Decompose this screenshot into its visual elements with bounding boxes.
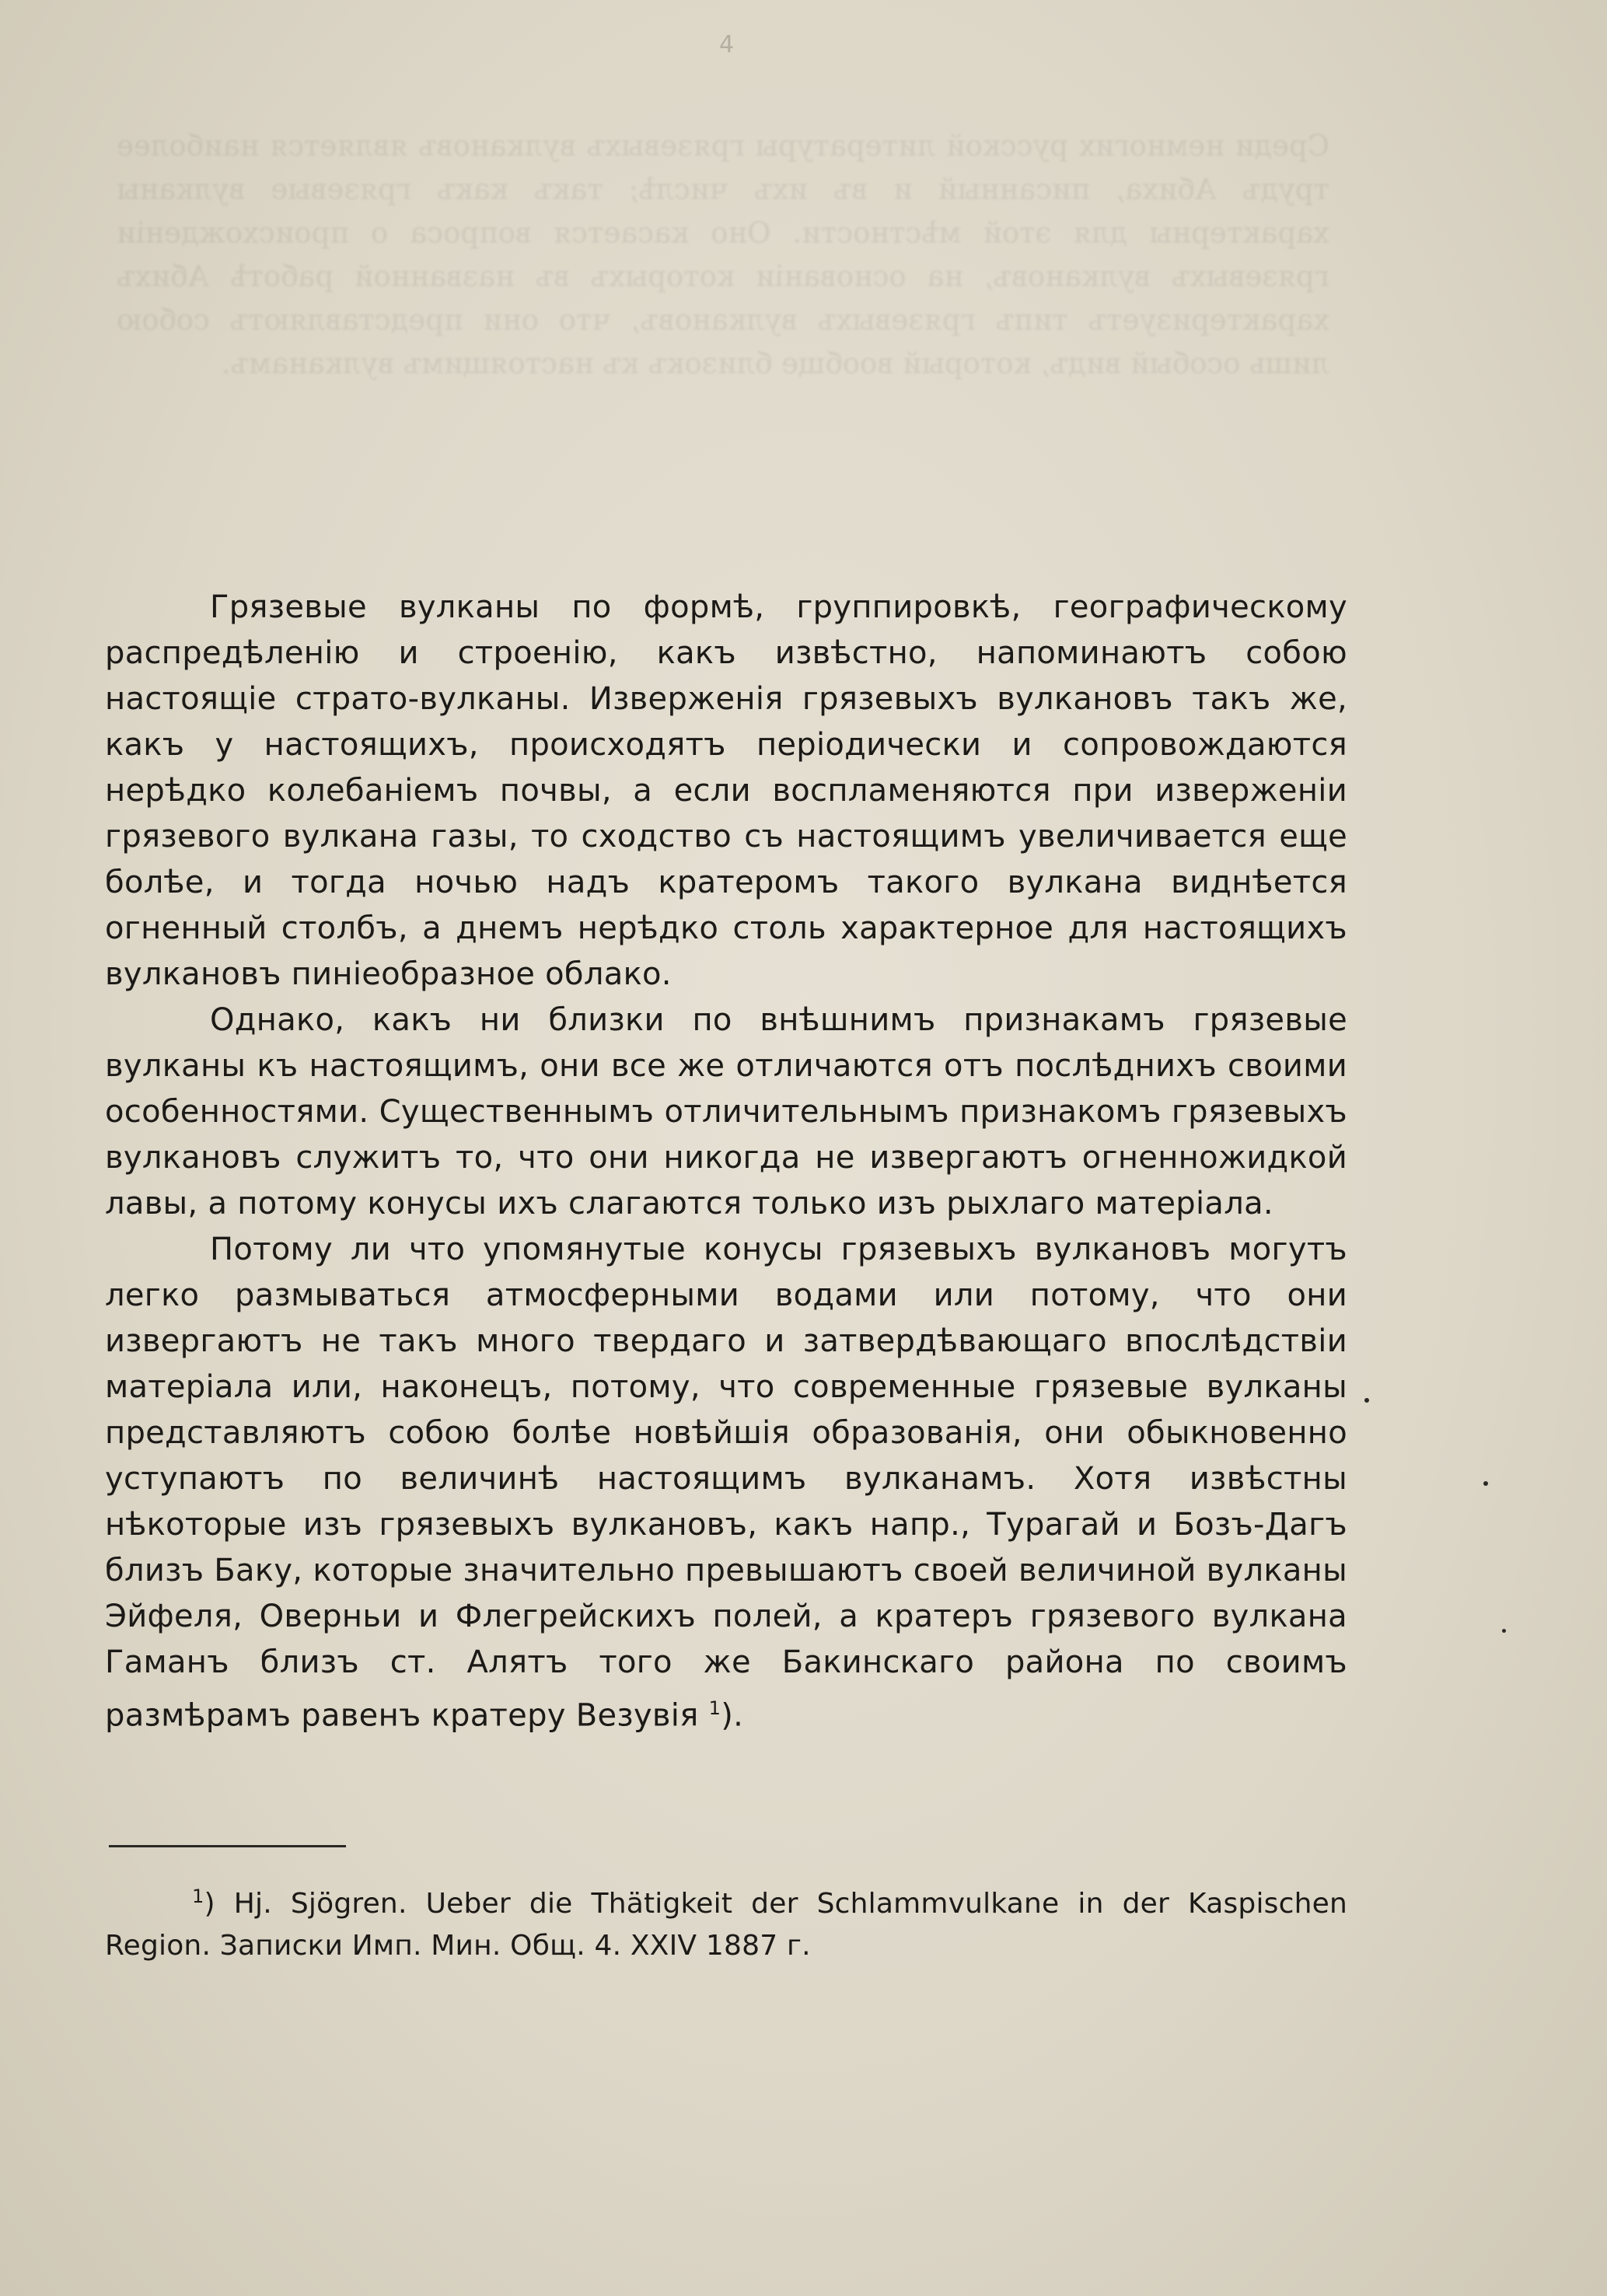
- footnote: [105, 1875, 1347, 1967]
- paragraph-1: Грязевые вулканы по формѣ, группировкѣ, географическому распредѣленію и строенію, какъ извѣстно, напоминаютъ собою настоящіе страто-вулканы. Изверженія грязевыхъ вулкановъ такъ же, какъ у настоящихъ, происходятъ періодически и сопровождаются нерѣдко колебаніемъ почвы, а если воспламеняются при изверженіи грязевого вулкана газы, то сходство съ настоящимъ увеличивается еще болѣе, и тогда ночью надъ кратеромъ такого вулкана виднѣется огненный столбъ, а днемъ нерѣдко столь характерное для настоящихъ вулкановъ пиніеобразное облако.: [105, 589, 1347, 992]
- page-number: 4: [719, 31, 735, 58]
- footnote-marker: 1: [192, 1885, 204, 1907]
- speck: [1483, 1481, 1488, 1486]
- footnote-text: ) Hj. Sjögren. Ueber die Thätigkeit der Schlammvulkane in der Kaspischen Region. Записки Имп. Мин. Общ. 4. XXIV 1887 г.: [105, 1888, 1347, 1962]
- main-text: [105, 585, 1347, 1739]
- footnote-reference: 1: [708, 1697, 721, 1719]
- speck: [1364, 1398, 1369, 1403]
- paragraph-3: [105, 1227, 1347, 1739]
- footnote-divider: [109, 1845, 346, 1847]
- speck: [1502, 1629, 1506, 1633]
- paragraph-3-text: Потому ли что упомянутые конусы грязевыхъ вулкановъ могутъ легко размываться атмосферными водами или потому, что они извергаютъ не такъ много твердаго и затвердѣвающаго впослѣдствіи матеріала или, наконецъ, потому, что современные грязевые вулканы представляютъ собою болѣе новѣйшія образованія, они обыкновенно уступаютъ по величинѣ настоящимъ вулканамъ. Хотя извѣстны нѣкоторые изъ грязевыхъ вулкановъ, какъ напр., Турагай и Бозъ-Дагъ близъ Баку, которые значительно превышаютъ своей величиной вулканы Эйфеля, Оверньи и Флегрейскихъ полей, а кратеръ грязевого вулкана Гаманъ близъ ст. Алятъ того же Бакинскаго района по своимъ размѣрамъ равенъ кратеру Везувія: [105, 1232, 1347, 1734]
- paragraph-3-end: ).: [721, 1697, 744, 1734]
- show-through-text: Среди немногих русской литературы грязевыхъ вулкановъ является наиболее трудъ Абиха, писанный и въ ихъ числѣ; такъ какъ грязевые вулканы характерны для этой мѣстности. Оно касается вопроса о происхожденіи грязевыхъ вулкановъ, на основаніи которыхъ въ названной работѣ Абихъ характеризуетъ типъ грязевыхъ вулкановъ, что они представляютъ собою лишь особый видъ, который вообще близокъ къ настоящимъ вулканамъ.: [117, 129, 1329, 380]
- paragraph-2: Однако, какъ ни близки по внѣшнимъ признакамъ грязевые вулканы къ настоящимъ, они все же отличаются отъ послѣднихъ своими особенностями. Существеннымъ отличительнымъ признакомъ грязевыхъ вулкановъ служитъ то, что они никогда не извергаютъ огненножидкой лавы, а потому конусы ихъ слагаются только изъ рыхлаго матеріала.: [105, 1002, 1347, 1221]
